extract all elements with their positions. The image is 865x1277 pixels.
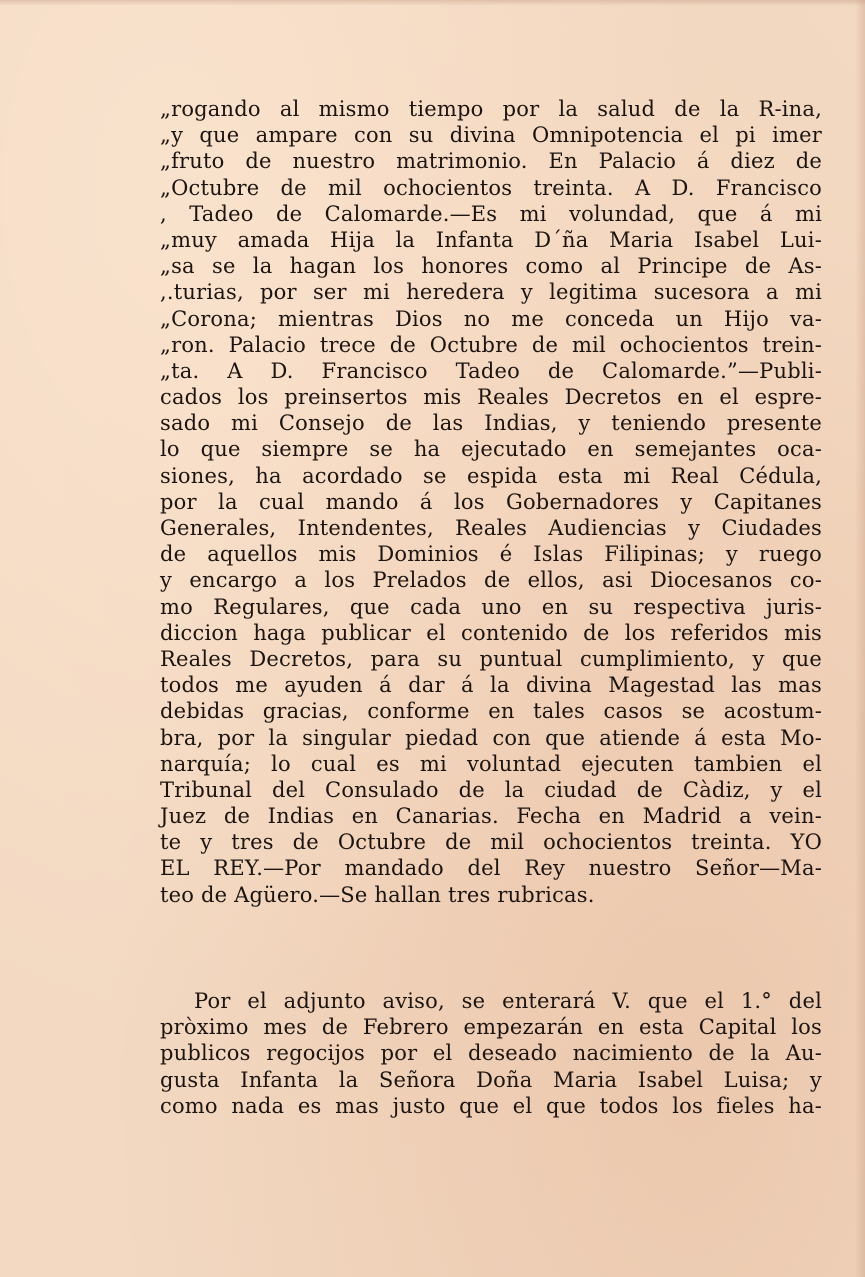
page-right-edge: [855, 0, 865, 1277]
text-line: como nada es mas justo que el que todos los fieles ha-: [160, 1093, 822, 1118]
text-line: „rogando al mismo tiempo por la salud de la R-ina,: [160, 97, 822, 121]
text-line: diccion haga publicar el contenido de los referidos mis: [160, 620, 822, 645]
text-line: de aquellos mis Dominios é Islas Filipinas; y ruego: [160, 542, 822, 567]
text-line: pròximo mes de Febrero empezarán en esta Capital los: [160, 1015, 822, 1040]
paragraph-decree: [160, 96, 822, 908]
text-line: „ta. A D. Francisco Tadeo de Calomarde.”—Publi-: [160, 358, 822, 383]
text-line: , Tadeo de Calomarde.—Es mi volundad, que á mi: [160, 201, 822, 226]
text-line: „Octubre de mil ochocientos treinta. A D. Francisco: [160, 175, 822, 200]
text-line: Por el adjunto aviso, se enterará V. que el 1.° del: [194, 989, 822, 1013]
text-line: Juez de Indias en Canarias. Fecha en Madrid a vein-: [160, 804, 822, 829]
text-line: cados los preinsertos mis Reales Decretos en el espre-: [160, 385, 822, 410]
text-line: „sa se la hagan los honores como al Principe de As-: [160, 254, 822, 279]
page-top-edge: [0, 0, 865, 6]
text-line: „fruto de nuestro matrimonio. En Palacio á diez de: [160, 149, 822, 174]
text-line: EL REY.—Por mandado del Rey nuestro Señor—Ma-: [160, 856, 822, 881]
text-line: siones, ha acordado se espida esta mi Real Cédula,: [160, 463, 822, 488]
text-line: „Corona; mientras Dios no me conceda un Hijo va-: [160, 306, 822, 331]
text-line: Generales, Intendentes, Reales Audiencias y Ciudades: [160, 516, 822, 540]
text-line: mo Regulares, que cada uno en su respectiva juris-: [160, 594, 822, 619]
text-line: „muy amada Hija la Infanta D´ña Maria Isabel Lui-: [160, 227, 822, 252]
text-line: y encargo a los Prelados de ellos, asi Diocesanos co-: [160, 568, 822, 593]
text-line: publicos regocijos por el deseado nacimiento de la Au-: [160, 1041, 822, 1066]
text-line: sado mi Consejo de las Indias, y teniendo presente: [160, 411, 822, 436]
text-line: lo que siempre se ha ejecutado en semejantes oca-: [160, 437, 822, 462]
text-line: te y tres de Octubre de mil ochocientos treinta. YO: [160, 830, 822, 855]
text-line: teo de Agüero.—Se hallan tres rubricas.: [160, 882, 595, 907]
text-line: „ron. Palacio trece de Octubre de mil ochocientos trein-: [160, 332, 822, 357]
text-line: bra, por la singular piedad con que atiende á esta Mo-: [160, 725, 822, 750]
text-line: por la cual mando á los Gobernadores y Capitanes: [160, 489, 822, 514]
paragraph-aviso: [160, 988, 822, 1119]
text-line: gusta Infanta la Señora Doña Maria Isabel Luisa; y: [160, 1067, 822, 1092]
text-line: debidas gracias, conforme en tales casos se acostum-: [160, 699, 822, 724]
text-line: „y que ampare con su divina Omnipotencia el pi imer: [160, 123, 822, 148]
text-line: todos me ayuden á dar á la divina Magestad las mas: [160, 673, 822, 698]
text-line: ,.turias, por ser mi heredera y legitima sucesora a mi: [160, 280, 822, 305]
text-line: Tribunal del Consulado de la ciudad de Càdiz, y el: [160, 777, 822, 802]
text-line: narquía; lo cual es mi voluntad ejecuten tambien el: [160, 751, 822, 776]
text-line: Reales Decretos, para su puntual cumplimiento, y que: [160, 646, 822, 671]
